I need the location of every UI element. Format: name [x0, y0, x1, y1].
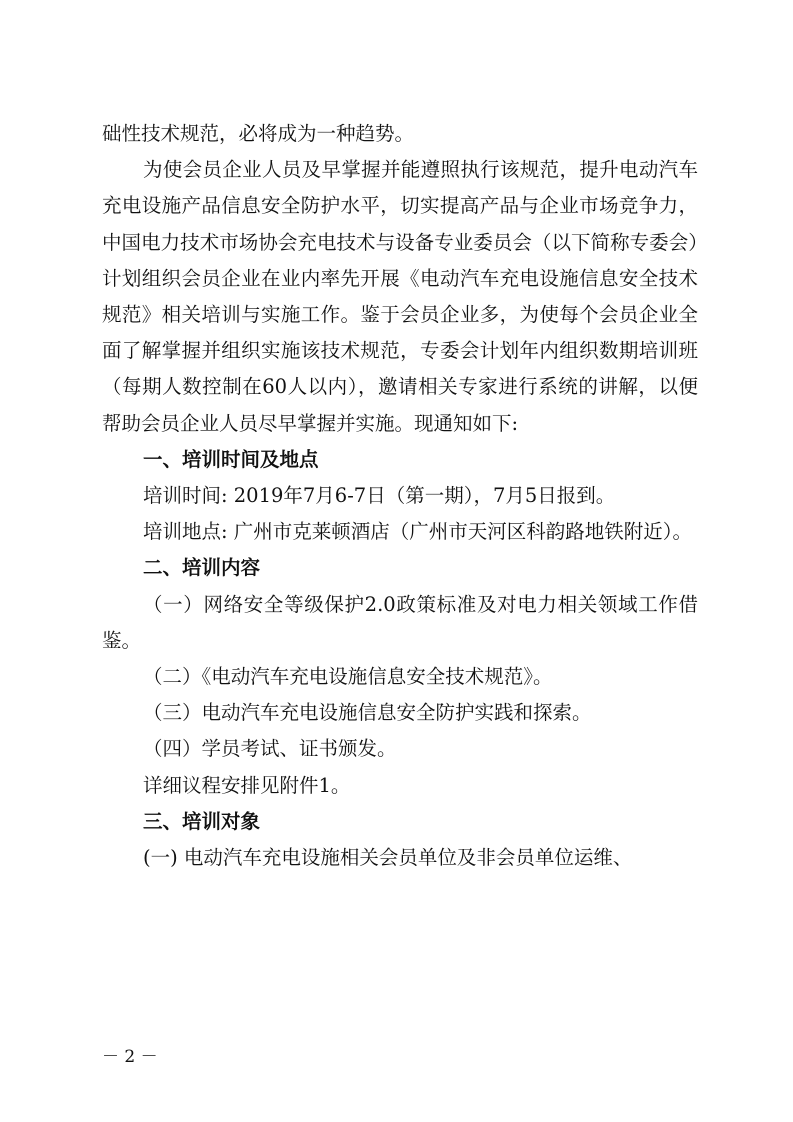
- content-item-1: （一）网络安全等级保护2.0政策标准及对电力相关领域工作借鉴。: [102, 592, 698, 652]
- section-heading-audience: 三、培训对象: [143, 809, 261, 833]
- paragraph-continuation: 础性技术规范，必将成为一种趋势。: [102, 122, 415, 145]
- agenda-note: 详细议程安排见附件1。: [143, 773, 351, 797]
- content-item-2: （二）《电动汽车充电设施信息安全技术规范》。: [143, 665, 553, 689]
- training-time: 培训时间: 2019年7月6-7日（第一期），7月5日报到。: [143, 484, 616, 508]
- section-heading-content: 二、培训内容: [143, 556, 261, 580]
- document-body: [102, 116, 698, 876]
- training-location: 培训地点: 广州市克莱顿酒店（广州市天河区科韵路地铁附近）。: [143, 520, 693, 544]
- page-number: － 2 －: [102, 1047, 158, 1067]
- paragraph-intro: 为使会员企业人员及早掌握并能遵照执行该规范，提升电动汽车充电设施产品信息安全防护水平，切实提高产品与企业市场竞争力，中国电力技术市场协会充电技术与设备专业委员会（以下简称专委会）计划组织会员企业在业内率先开展《电动汽车充电设施信息安全技术规范》相关培训与实施工作。鉴于会员企业多，为使每个会员企业全面了解掌握并组织实施该技术规范，专委会计划年内组织数期培训班（每期人数控制在60人以内），邀请相关专家进行系统的讲解，以便帮助会员企业人员尽早掌握并实施。现通知如下:: [102, 158, 698, 435]
- section-heading-time-location: 一、培训时间及地点: [143, 447, 319, 471]
- audience-item-1: (一) 电动汽车充电设施相关会员单位及非会员单位运维、: [143, 846, 633, 870]
- content-item-4: （四）学员考试、证书颁发。: [143, 737, 397, 761]
- content-item-3: （三）电动汽车充电设施信息安全防护实践和探索。: [143, 701, 592, 725]
